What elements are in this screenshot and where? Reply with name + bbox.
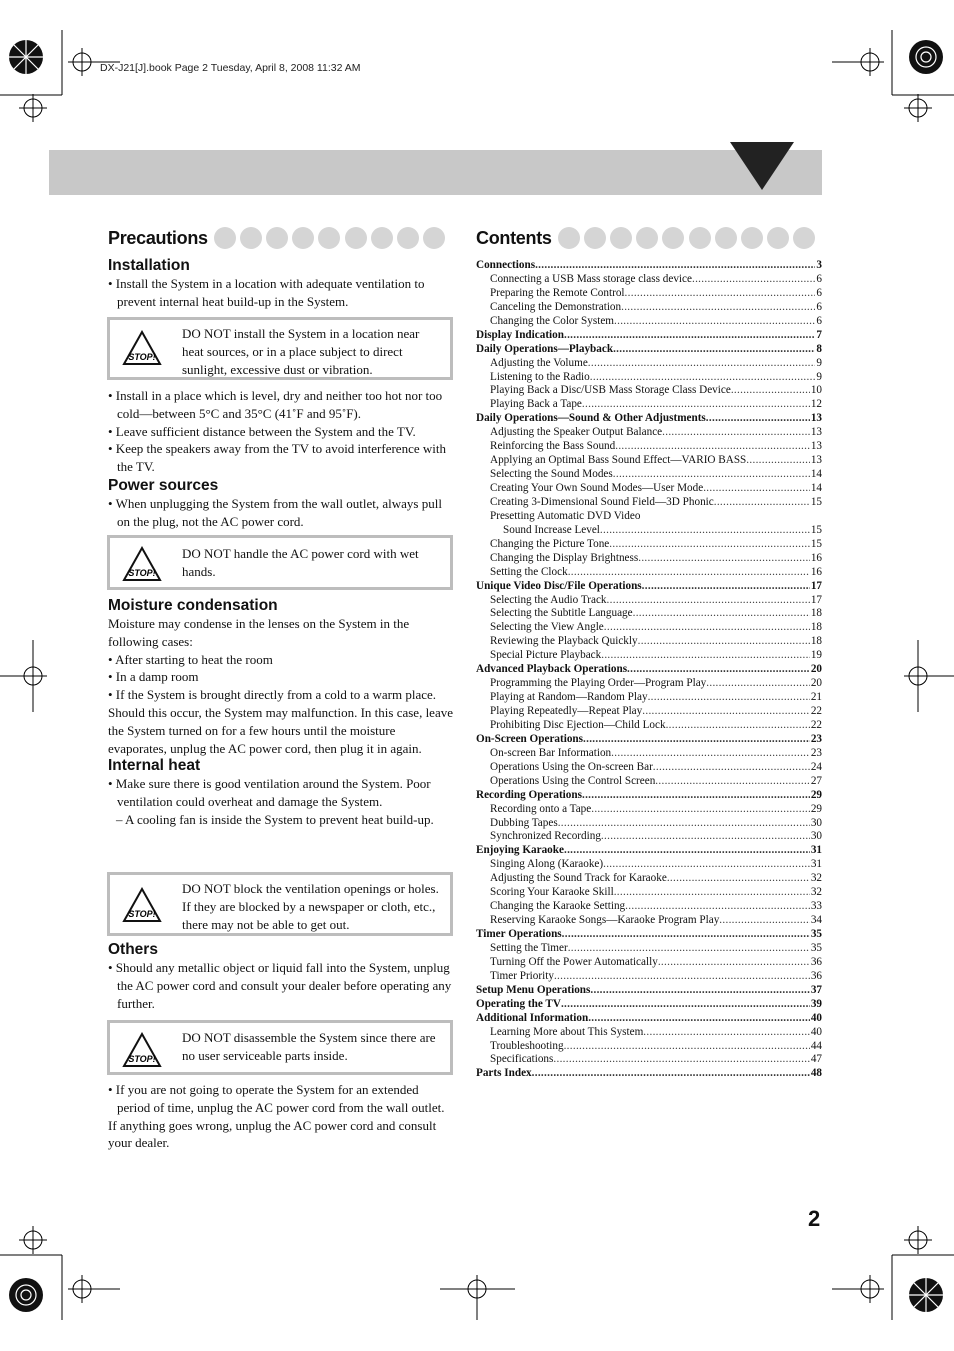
- toc-entry-page: 23: [810, 732, 822, 745]
- toc-leader-dots: [590, 371, 816, 385]
- internal-heat-heading: Internal heat: [108, 757, 201, 775]
- toc-entry[interactable]: [476, 635, 822, 649]
- toc-entry[interactable]: [476, 956, 822, 970]
- toc-entry-page: 8: [816, 342, 822, 355]
- toc-entry-page: 37: [810, 983, 822, 996]
- toc-entry-title: Additional Information: [476, 1011, 589, 1024]
- toc-entry-title: Selecting the Subtitle Language: [490, 607, 633, 620]
- svg-text:STOP!: STOP!: [128, 568, 156, 578]
- toc-leader-dots: [714, 496, 810, 510]
- toc-leader-dots: [590, 984, 809, 998]
- toc-leader-dots: [638, 552, 810, 566]
- toc-entry[interactable]: [476, 357, 822, 371]
- toc-entry[interactable]: [476, 817, 822, 831]
- toc-leader-dots: [535, 259, 815, 273]
- toc-entry[interactable]: [476, 468, 822, 482]
- toc-entry[interactable]: [476, 733, 822, 747]
- book-header-note: DX-J21[J].book Page 2 Tuesday, April 8, 2008 11:32 AM: [100, 62, 361, 74]
- toc-entry-page: 29: [810, 802, 822, 815]
- toc-entry[interactable]: [476, 719, 822, 733]
- stop-hand-icon: [122, 330, 162, 366]
- toc-leader-dots: [613, 468, 810, 482]
- toc-entry[interactable]: [476, 747, 822, 761]
- toc-entry[interactable]: [476, 984, 822, 998]
- power-bullet: • When unplugging the System from the wall outlet, always pull on the plug, not the AC power cord.: [108, 495, 442, 529]
- toc-entry-title: Timer Operations: [476, 928, 562, 940]
- toc-entry-title: Adjusting the Speaker Output Balance: [490, 426, 663, 439]
- toc-entry-title: Enjoying Karaoke: [476, 844, 564, 857]
- toc-entry-title: Operations Using the On-screen Bar: [490, 760, 653, 773]
- toc-entry[interactable]: [476, 886, 822, 900]
- toc-leader-dots: [625, 287, 816, 301]
- toc-entry[interactable]: [476, 1040, 822, 1054]
- toc-leader-dots: [621, 301, 815, 315]
- toc-entry[interactable]: [476, 594, 822, 608]
- contents-heading-row: [476, 227, 815, 249]
- warning-box-installation: [107, 317, 453, 380]
- toc-entry-page: 24: [810, 760, 822, 773]
- toc-leader-dots: [706, 677, 810, 691]
- toc-entry-title: Display Indication: [476, 328, 564, 341]
- toc-leader-dots: [591, 803, 810, 817]
- toc-entry-title: Timer Priority: [490, 969, 554, 982]
- toc-entry-page: 20: [810, 663, 822, 676]
- moisture-heading: Moisture condensation: [108, 597, 278, 614]
- table-of-contents: [476, 259, 822, 1081]
- page-number: 2: [808, 1206, 821, 1231]
- toc-entry-title: Changing the Color System: [490, 314, 614, 327]
- toc-leader-dots: [609, 538, 810, 552]
- toc-entry-page: 20: [810, 677, 822, 690]
- toc-entry-title: Troubleshooting: [490, 1039, 564, 1052]
- svg-text:STOP!: STOP!: [128, 909, 156, 919]
- toc-entry[interactable]: [476, 691, 822, 705]
- toc-leader-dots: [554, 970, 810, 984]
- toc-entry-page: 6: [816, 286, 822, 299]
- toc-leader-dots: [719, 914, 810, 928]
- heat-bullet: • Make sure there is good ventilation around the System. Poor ventilation could overheat and damage the System.: [108, 776, 431, 810]
- toc-entry-page: 16: [810, 551, 822, 564]
- toc-leader-dots: [746, 454, 810, 468]
- toc-entry-title: Recording Operations: [476, 788, 582, 801]
- toc-entry-title: Playing at Random—Random Play: [490, 691, 648, 704]
- toc-leader-dots: [604, 621, 810, 635]
- toc-leader-dots: [603, 858, 810, 872]
- toc-leader-dots: [558, 817, 810, 831]
- toc-entry-page: 16: [810, 565, 822, 578]
- toc-entry[interactable]: [476, 510, 822, 524]
- toc-entry-page: 29: [810, 788, 822, 801]
- toc-entry-page: 27: [810, 774, 822, 787]
- stop-hand-icon: [122, 546, 162, 582]
- toc-entry-title: Changing the Display Brightness: [490, 551, 639, 564]
- toc-entry-page: 30: [810, 830, 822, 843]
- toc-leader-dots: [553, 1053, 809, 1067]
- toc-entry-page: 32: [810, 872, 822, 885]
- toc-entry-title: Playing Repeatedly—Repeat Play: [490, 705, 643, 717]
- moisture-bullet: • After starting to heat the room: [108, 651, 273, 667]
- toc-entry-title: Scoring Your Karaoke Skill: [490, 886, 614, 899]
- toc-leader-dots: [692, 273, 815, 287]
- toc-leader-dots: [642, 705, 810, 719]
- toc-entry[interactable]: [476, 900, 822, 914]
- precautions-column: [108, 257, 454, 311]
- heading-dots: [214, 227, 446, 249]
- toc-entry-title: Selecting the View Angle: [490, 621, 604, 634]
- toc-entry-title: Presetting Automatic DVD Video: [490, 509, 641, 522]
- installation-bullet: • Leave sufficient distance between the System and the TV.: [108, 423, 416, 439]
- toc-entry-page: 31: [810, 858, 822, 871]
- installation-bullet: • Keep the speakers away from the TV to avoid interference with the TV.: [108, 441, 446, 475]
- toc-entry[interactable]: [476, 803, 822, 817]
- svg-text:STOP!: STOP!: [128, 352, 156, 362]
- toc-entry-title: Adjusting the Volume: [490, 356, 588, 369]
- toc-entry-title: Daily Operations—Sound & Other Adjustments: [476, 412, 706, 425]
- toc-entry[interactable]: [476, 914, 822, 928]
- toc-entry-title: Adjusting the Sound Track for Karaoke: [490, 872, 667, 885]
- toc-leader-dots: [600, 524, 810, 538]
- toc-leader-dots: [582, 789, 810, 803]
- toc-leader-dots: [658, 956, 810, 970]
- toc-entry-title: Reserving Karaoke Songs—Karaoke Program Play: [490, 914, 720, 927]
- toc-entry[interactable]: [476, 524, 822, 538]
- toc-entry[interactable]: [476, 301, 822, 315]
- toc-entry-page: 18: [810, 635, 822, 648]
- toc-entry-title: Synchronized Recording: [490, 830, 601, 843]
- toc-entry-page: 23: [810, 746, 822, 759]
- toc-entry-page: 15: [810, 537, 822, 550]
- moisture-section: [108, 597, 456, 829]
- toc-entry-title: Changing the Karaoke Setting: [490, 900, 626, 913]
- toc-entry[interactable]: [476, 440, 822, 454]
- toc-entry-title: Unique Video Disc/File Operations: [476, 579, 642, 592]
- toc-entry-page: 14: [810, 468, 822, 481]
- toc-entry-page: 35: [810, 928, 822, 940]
- toc-leader-dots: [562, 928, 810, 942]
- toc-entry-title: Singing Along (Karaoke): [490, 858, 604, 871]
- others-section: [108, 941, 454, 1012]
- toc-leader-dots: [564, 844, 810, 858]
- toc-entry[interactable]: [476, 371, 822, 385]
- toc-entry[interactable]: [476, 607, 822, 621]
- header-banner: [49, 150, 822, 195]
- warning-box-others: [107, 1020, 453, 1075]
- toc-leader-dots: [614, 886, 810, 900]
- warning-text: DO NOT block the ventilation openings or holes. If they are blocked by a newspaper or cloth, etc., there may not be able to get out.: [182, 881, 439, 932]
- toc-entry-page: 7: [816, 328, 822, 341]
- toc-leader-dots: [564, 1040, 810, 1054]
- moisture-outro: Should this occur, the System may malfunction. In this case, leave the System turned on for a few hours until the moisture evaporates, unplug the AC power cord, then plug it in again.: [108, 704, 453, 756]
- toc-entry-title: Listening to the Radio: [490, 370, 590, 383]
- toc-entry-page: 15: [810, 523, 822, 536]
- toc-leader-dots: [703, 482, 810, 496]
- toc-leader-dots: [568, 566, 810, 580]
- toc-entry-title: Setting the Timer: [490, 941, 568, 954]
- others-bullet: • If you are not going to operate the System for an extended period of time, unplug the AC power cord from the wall outlet.: [108, 1082, 445, 1115]
- power-sources-heading: Power sources: [108, 476, 219, 494]
- toc-entry[interactable]: [476, 858, 822, 872]
- toc-entry[interactable]: [476, 1012, 822, 1026]
- others-outro: If anything goes wrong, unplug the AC power cord and consult your dealer.: [108, 1117, 437, 1151]
- toc-leader-dots: [615, 440, 810, 454]
- toc-entry-page: 30: [810, 816, 822, 829]
- toc-entry[interactable]: [476, 1067, 822, 1081]
- contents-title: Contents: [476, 227, 552, 248]
- installation-bullet: • Install in a place which is level, dry and neither too hot nor too cold—between 5°C and 35°C (41˚F and 95˚F).: [108, 388, 443, 421]
- toc-entry-title: Setup Menu Operations: [476, 983, 591, 996]
- toc-entry-page: 47: [810, 1053, 822, 1066]
- toc-entry-page: 10: [810, 384, 822, 397]
- toc-entry[interactable]: [476, 273, 822, 287]
- toc-entry-page: 9: [816, 370, 822, 383]
- toc-entry-page: 17: [810, 593, 822, 606]
- toc-entry[interactable]: [476, 538, 822, 552]
- toc-entry[interactable]: [476, 412, 822, 426]
- toc-entry-page: 34: [810, 914, 822, 927]
- toc-entry[interactable]: [476, 761, 822, 775]
- warning-box-heat: [107, 872, 453, 936]
- precautions-title: Precautions: [108, 227, 208, 248]
- toc-entry-page: 13: [810, 412, 822, 425]
- toc-entry-page: 22: [810, 718, 822, 731]
- toc-entry-page: 12: [810, 398, 822, 411]
- toc-entry-title: Dubbing Tapes: [490, 816, 558, 829]
- toc-entry[interactable]: [476, 384, 822, 398]
- toc-entry-title: Creating Your Own Sound Modes—User Mode: [490, 482, 704, 494]
- installation-bullets: [108, 387, 454, 531]
- stop-hand-icon: [122, 887, 162, 923]
- toc-leader-dots: [648, 691, 810, 705]
- toc-entry-title: Playing Back a Disc/USB Mass Storage Class Device: [490, 384, 731, 397]
- toc-leader-dots: [642, 580, 810, 594]
- toc-entry[interactable]: [476, 426, 822, 440]
- toc-entry[interactable]: [476, 287, 822, 301]
- toc-entry-title: Parts Index: [476, 1067, 532, 1080]
- toc-leader-dots: [731, 384, 810, 398]
- toc-entry-page: 40: [810, 1025, 822, 1038]
- toc-entry-title: Selecting the Audio Track: [490, 593, 607, 606]
- toc-leader-dots: [601, 649, 810, 663]
- toc-entry[interactable]: [476, 329, 822, 343]
- toc-entry-title: Special Picture Playback: [490, 649, 602, 662]
- toc-entry-title: On-Screen Operations: [476, 732, 584, 745]
- others-tail: [108, 1081, 454, 1152]
- toc-entry-title: Specifications: [490, 1053, 554, 1066]
- toc-entry[interactable]: [476, 830, 822, 844]
- toc-leader-dots: [662, 426, 810, 440]
- toc-entry-page: 44: [810, 1039, 822, 1052]
- toc-entry-page: 6: [816, 272, 822, 285]
- toc-entry[interactable]: [476, 649, 822, 663]
- toc-entry[interactable]: [476, 663, 822, 677]
- toc-entry-page: 48: [810, 1067, 822, 1080]
- svg-text:STOP!: STOP!: [128, 1054, 156, 1064]
- toc-entry-title: Preparing the Remote Control: [490, 286, 625, 299]
- toc-entry-page: 19: [810, 649, 822, 662]
- toc-entry-page: 13: [810, 454, 822, 467]
- toc-leader-dots: [625, 900, 810, 914]
- moisture-bullet: • If the System is brought directly from a cold to a warm place.: [108, 687, 437, 703]
- toc-entry-title: Learning More about This System: [490, 1025, 644, 1038]
- heading-dots: [558, 227, 816, 249]
- toc-entry-page: 13: [810, 426, 822, 439]
- toc-leader-dots: [607, 594, 810, 608]
- toc-entry[interactable]: [476, 259, 822, 273]
- toc-entry-title: Reviewing the Playback Quickly: [490, 635, 638, 648]
- toc-entry-title: Daily Operations—Playback: [476, 342, 614, 355]
- stop-hand-icon: [122, 1032, 162, 1068]
- toc-entry-title: Playing Back a Tape: [490, 398, 582, 411]
- toc-entry[interactable]: [476, 398, 822, 412]
- toc-entry-title: Operating the TV: [476, 997, 561, 1010]
- toc-leader-dots: [611, 747, 810, 761]
- toc-leader-dots: [655, 775, 810, 789]
- toc-entry[interactable]: [476, 343, 822, 357]
- toc-leader-dots: [601, 830, 810, 844]
- toc-entry-page: 17: [810, 579, 822, 592]
- toc-entry-title: Turning Off the Power Automatically: [490, 955, 658, 968]
- toc-entry-title: Applying an Optimal Bass Sound Effect—VARIO BASS: [490, 454, 747, 467]
- toc-leader-dots: [633, 607, 810, 621]
- moisture-intro: Moisture may condense in the lenses on the System in the following cases:: [108, 616, 410, 649]
- toc-entry-title: Reinforcing the Bass Sound: [490, 440, 616, 453]
- toc-leader-dots: [588, 1012, 810, 1026]
- toc-entry[interactable]: [476, 496, 822, 510]
- toc-entry-title: Sound Increase Level: [503, 523, 600, 536]
- toc-leader-dots: [643, 1026, 810, 1040]
- moisture-bullet: • In a damp room: [108, 669, 199, 685]
- toc-entry-page: 39: [810, 997, 822, 1010]
- others-heading: Others: [108, 941, 158, 958]
- heat-subbullet: – A cooling fan is inside the System to prevent heat build-up.: [116, 811, 434, 827]
- toc-leader-dots: [653, 761, 810, 775]
- toc-entry-title: Programming the Playing Order—Program Play: [490, 677, 707, 690]
- toc-entry[interactable]: [476, 482, 822, 496]
- toc-entry-page: 18: [810, 607, 822, 620]
- toc-entry-page: 35: [810, 941, 822, 954]
- toc-leader-dots: [532, 1067, 810, 1081]
- toc-entry-title: Connecting a USB Mass storage class device: [490, 272, 692, 285]
- warning-text: DO NOT install the System in a location near heat sources, or in a place subject to direct sunlight, excessive dust or vibration.: [182, 326, 420, 377]
- toc-entry[interactable]: [476, 844, 822, 858]
- toc-leader-dots: [614, 315, 815, 329]
- toc-entry[interactable]: [476, 942, 822, 956]
- toc-entry-page: 22: [810, 705, 822, 717]
- toc-entry[interactable]: [476, 928, 822, 942]
- toc-entry-page: 32: [810, 886, 822, 899]
- toc-entry-page: 18: [810, 621, 822, 634]
- toc-entry[interactable]: [476, 1053, 822, 1067]
- toc-leader-dots: [561, 998, 810, 1012]
- toc-entry[interactable]: [476, 621, 822, 635]
- others-bullet: • Should any metallic object or liquid fall into the System, unplug the AC power cord and consult your dealer before operating any further.: [108, 960, 452, 1011]
- toc-entry-page: 6: [816, 300, 822, 313]
- toc-entry-title: Canceling the Demonstration: [490, 300, 622, 313]
- toc-entry-title: Advanced Playback Operations: [476, 663, 628, 676]
- toc-entry-page: 15: [810, 495, 822, 508]
- toc-entry[interactable]: [476, 580, 822, 594]
- toc-entry-page: 40: [810, 1011, 822, 1024]
- toc-entry-title: Prohibiting Disc Ejection—Child Lock: [490, 718, 666, 731]
- toc-entry[interactable]: [476, 998, 822, 1012]
- toc-entry-page: 21: [810, 691, 822, 704]
- toc-entry-title: Connections: [476, 259, 536, 271]
- toc-leader-dots: [627, 663, 810, 677]
- toc-leader-dots: [588, 357, 816, 371]
- toc-entry-page: 36: [810, 955, 822, 968]
- toc-entry-page: 31: [810, 844, 822, 857]
- toc-entry[interactable]: [476, 789, 822, 803]
- toc-entry-page: 36: [810, 969, 822, 982]
- toc-leader-dots: [582, 398, 810, 412]
- toc-leader-dots: [583, 733, 810, 747]
- toc-leader-dots: [706, 412, 810, 426]
- toc-entry[interactable]: [476, 1026, 822, 1040]
- toc-entry[interactable]: [476, 775, 822, 789]
- toc-entry-title: Creating 3-Dimensional Sound Field—3D Phonic: [490, 495, 714, 508]
- toc-entry-title: Changing the Picture Tone: [490, 537, 610, 550]
- toc-leader-dots: [667, 872, 810, 886]
- precautions-heading-row: [108, 227, 445, 249]
- toc-entry[interactable]: [476, 970, 822, 984]
- toc-entry[interactable]: [476, 454, 822, 468]
- toc-entry[interactable]: [476, 566, 822, 580]
- toc-leader-dots: [613, 343, 815, 357]
- toc-entry[interactable]: [476, 315, 822, 329]
- toc-entry-page: 6: [816, 314, 822, 327]
- toc-entry[interactable]: [476, 552, 822, 566]
- toc-entry[interactable]: [476, 705, 822, 719]
- warning-text: DO NOT disassemble the System since there are no user serviceable parts inside.: [182, 1030, 436, 1063]
- toc-entry-page: 3: [816, 259, 822, 271]
- toc-entry-title: On-screen Bar Information: [490, 746, 612, 759]
- toc-entry-page: 9: [816, 356, 822, 369]
- toc-entry-page: 13: [810, 440, 822, 453]
- toc-entry-title: Setting the Clock: [490, 565, 568, 578]
- warning-box-power: [107, 535, 453, 590]
- toc-leader-dots: [638, 635, 810, 649]
- toc-leader-dots: [568, 942, 810, 956]
- toc-entry-title: Operations Using the Control Screen: [490, 774, 656, 787]
- toc-leader-dots: [666, 719, 810, 733]
- installation-heading: Installation: [108, 257, 190, 274]
- installation-bullet: • Install the System in a location with adequate ventilation to prevent internal heat build-up in the System.: [108, 276, 425, 309]
- toc-entry-title: Recording onto a Tape: [490, 802, 592, 815]
- toc-entry-page: 14: [810, 482, 822, 494]
- toc-entry[interactable]: [476, 677, 822, 691]
- warning-text: DO NOT handle the AC power cord with wet hands.: [182, 546, 419, 579]
- toc-entry[interactable]: [476, 872, 822, 886]
- banner-triangle-icon: [730, 142, 794, 190]
- toc-entry-page: 33: [810, 900, 822, 913]
- toc-leader-dots: [564, 329, 815, 343]
- toc-entry-title: Selecting the Sound Modes: [490, 468, 613, 481]
